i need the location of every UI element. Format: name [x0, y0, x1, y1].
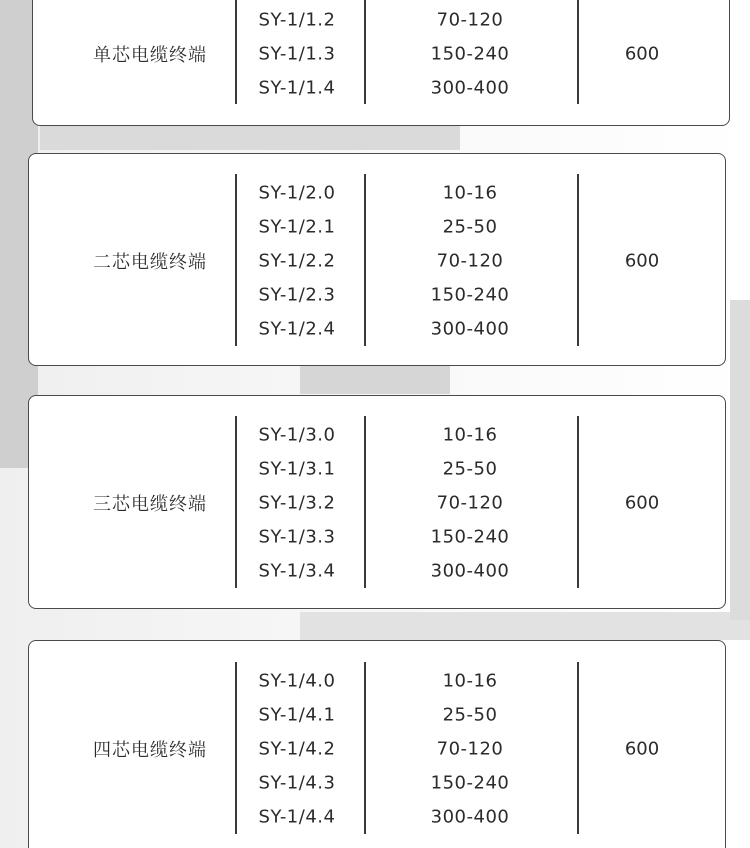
model-number: SY-1/4.0	[258, 670, 336, 692]
cross-section-range: 150-240	[430, 772, 510, 794]
backdrop-band	[40, 126, 460, 150]
column-divider	[577, 416, 579, 588]
model-number: SY-1/2.1	[258, 216, 336, 238]
model-number: SY-1/1.4	[258, 77, 336, 99]
column-divider	[577, 662, 579, 834]
cross-section-range: 300-400	[430, 806, 510, 828]
cross-section-range: 70-120	[436, 9, 504, 31]
cross-section-range: 70-120	[436, 738, 504, 760]
cross-section-range: 150-240	[430, 284, 510, 306]
model-number: SY-1/3.3	[258, 526, 336, 548]
cross-section-range: 10-16	[442, 182, 498, 204]
model-number: SY-1/4.2	[258, 738, 336, 760]
voltage-value: 600	[624, 43, 660, 65]
cross-section-range: 300-400	[430, 560, 510, 582]
model-number: SY-1/1.3	[258, 43, 336, 65]
model-number: SY-1/1.2	[258, 9, 336, 31]
voltage-value: 600	[624, 738, 660, 760]
cross-section-range: 150-240	[430, 526, 510, 548]
column-divider	[364, 416, 366, 588]
card-name: 三芯电缆终端	[93, 494, 207, 515]
cross-section-range: 70-120	[436, 492, 504, 514]
column-divider	[235, 662, 237, 834]
cross-section-range: 150-240	[430, 43, 510, 65]
cross-section-range: 25-50	[442, 216, 498, 238]
backdrop-band	[300, 366, 450, 394]
column-divider	[364, 662, 366, 834]
column-divider	[364, 0, 366, 104]
model-number: SY-1/4.3	[258, 772, 336, 794]
column-divider	[235, 174, 237, 346]
model-number: SY-1/2.2	[258, 250, 336, 272]
model-number: SY-1/3.4	[258, 560, 336, 582]
card-name: 单芯电缆终端	[93, 45, 207, 66]
model-number: SY-1/3.1	[258, 458, 336, 480]
voltage-value: 600	[624, 492, 660, 514]
voltage-value: 600	[624, 250, 660, 272]
model-number: SY-1/3.2	[258, 492, 336, 514]
model-number: SY-1/2.3	[258, 284, 336, 306]
cross-section-range: 300-400	[430, 77, 510, 99]
model-number: SY-1/2.0	[258, 182, 336, 204]
model-number: SY-1/3.0	[258, 424, 336, 446]
cross-section-range: 25-50	[442, 704, 498, 726]
card-name: 二芯电缆终端	[93, 252, 207, 273]
cross-section-range: 25-50	[442, 458, 498, 480]
column-divider	[235, 0, 237, 104]
cross-section-range: 70-120	[436, 250, 504, 272]
model-number: SY-1/4.1	[258, 704, 336, 726]
cross-section-range: 10-16	[442, 424, 498, 446]
cross-section-range: 10-16	[442, 670, 498, 692]
cross-section-range: 300-400	[430, 318, 510, 340]
card-name: 四芯电缆终端	[93, 740, 207, 761]
model-number: SY-1/4.4	[258, 806, 336, 828]
column-divider	[364, 174, 366, 346]
column-divider	[577, 0, 579, 104]
column-divider	[577, 174, 579, 346]
backdrop-band	[300, 612, 750, 640]
backdrop-band	[730, 300, 750, 620]
model-number: SY-1/2.4	[258, 318, 336, 340]
column-divider	[235, 416, 237, 588]
